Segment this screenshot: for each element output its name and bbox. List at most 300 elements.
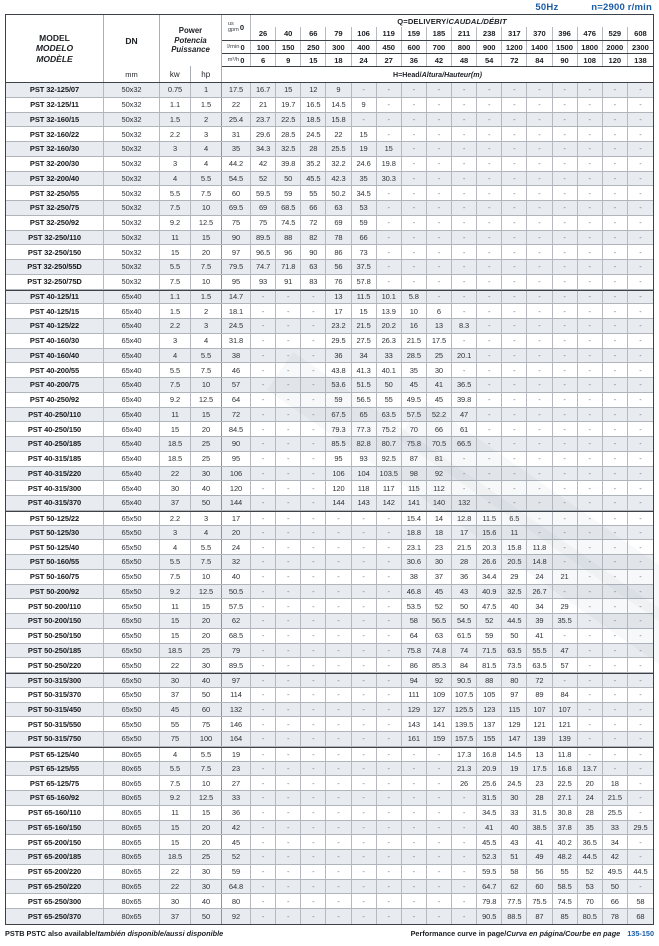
head-cell: 97 bbox=[502, 688, 527, 702]
head-cell: 25.5 bbox=[326, 142, 351, 156]
head-cell: 50 bbox=[502, 629, 527, 643]
head-cell: - bbox=[427, 142, 452, 156]
head-cell: - bbox=[402, 894, 427, 908]
dn-cell: 65x50 bbox=[104, 732, 160, 746]
head-cell: - bbox=[502, 245, 527, 259]
head-cell: 82.8 bbox=[352, 437, 377, 451]
head-cell: - bbox=[377, 748, 402, 761]
head-cell: - bbox=[477, 260, 502, 274]
kw-cell: 7.5 bbox=[160, 201, 191, 215]
dn-cell: 65x40 bbox=[104, 408, 160, 422]
head-cell: - bbox=[352, 909, 377, 924]
head-cell: - bbox=[553, 201, 578, 215]
model-cell: PST 65-125/55 bbox=[6, 762, 104, 776]
head-cell: 92.5 bbox=[377, 452, 402, 466]
dn-cell: 65x40 bbox=[104, 291, 160, 304]
head-cell: 55.5 bbox=[527, 644, 552, 658]
head-cell: - bbox=[352, 776, 377, 790]
dn-cell: 80x65 bbox=[104, 880, 160, 894]
flow-value: 100 bbox=[251, 41, 276, 53]
kw-cell: 15 bbox=[160, 245, 191, 259]
flow-value: 24 bbox=[352, 54, 377, 66]
head-cell: - bbox=[427, 791, 452, 805]
head-cell: - bbox=[377, 688, 402, 702]
head-cell: 93 bbox=[352, 452, 377, 466]
head-cell: - bbox=[603, 540, 628, 554]
head-cell: 34.5 bbox=[352, 186, 377, 200]
head-cell: 34.5 bbox=[477, 806, 502, 820]
head-cell: - bbox=[276, 512, 301, 525]
head-cell: - bbox=[377, 599, 402, 613]
head-cell: 59.5 bbox=[477, 865, 502, 879]
head-cell: 27.1 bbox=[553, 791, 578, 805]
head-cell: 50 bbox=[377, 378, 402, 392]
head-cell: - bbox=[502, 437, 527, 451]
head-cell: - bbox=[477, 275, 502, 289]
head-cell: - bbox=[251, 512, 276, 525]
head-cell: - bbox=[251, 570, 276, 584]
head-cell: - bbox=[477, 408, 502, 422]
head-cell: 64.7 bbox=[477, 880, 502, 894]
kw-cell: 4 bbox=[160, 540, 191, 554]
head-cell: - bbox=[527, 231, 552, 245]
head-at-zero-cell: 75 bbox=[222, 216, 251, 230]
head-at-zero-cell: 80 bbox=[222, 894, 251, 908]
table-row bbox=[6, 585, 653, 600]
head-cell: 68 bbox=[636, 911, 645, 921]
head-cell: 20 bbox=[578, 776, 603, 790]
hp-cell: 40 bbox=[191, 894, 222, 908]
head-cell: 55 bbox=[377, 393, 402, 407]
head-cell: - bbox=[578, 688, 603, 702]
head-cell: - bbox=[603, 717, 628, 731]
head-cell: - bbox=[301, 614, 326, 628]
head-cell: - bbox=[352, 83, 377, 97]
l-min-unit-label: l/min bbox=[227, 44, 240, 50]
hp-cell: 30 bbox=[191, 658, 222, 672]
head-cell: - bbox=[639, 350, 642, 360]
hp-unit-label: hp bbox=[201, 69, 211, 79]
head-cell: - bbox=[427, 245, 452, 259]
head-cell: - bbox=[301, 363, 326, 377]
head-cell: 76 bbox=[326, 275, 351, 289]
head-cell: 24 bbox=[578, 791, 603, 805]
flow-value: 400 bbox=[352, 41, 377, 53]
head-cell: - bbox=[527, 363, 552, 377]
model-cell: PST 50-200/92 bbox=[6, 585, 104, 599]
head-cell: - bbox=[502, 452, 527, 466]
head-cell: - bbox=[276, 850, 301, 864]
head-at-zero-cell: 120 bbox=[222, 481, 251, 495]
head-cell: - bbox=[427, 821, 452, 835]
model-cell: PST 32-200/30 bbox=[6, 157, 104, 171]
head-cell: 81 bbox=[427, 452, 452, 466]
head-cell: - bbox=[553, 98, 578, 112]
head-cell: - bbox=[251, 599, 276, 613]
head-cell: - bbox=[603, 172, 628, 186]
kw-cell: 3 bbox=[160, 526, 191, 540]
head-cell: - bbox=[352, 821, 377, 835]
head-cell: 95 bbox=[326, 452, 351, 466]
head-cell: 21 bbox=[251, 98, 276, 112]
head-cell: - bbox=[301, 319, 326, 333]
flow-value: 317 bbox=[502, 27, 527, 40]
head-cell: 15 bbox=[352, 304, 377, 318]
head-cell: - bbox=[578, 201, 603, 215]
head-cell: 13 bbox=[326, 291, 351, 304]
head-cell: - bbox=[553, 157, 578, 171]
head-cell: 16.8 bbox=[477, 748, 502, 761]
head-cell: - bbox=[301, 865, 326, 879]
flow-value: 108 bbox=[578, 54, 603, 66]
head-cell: - bbox=[527, 304, 552, 318]
dn-cell: 50x32 bbox=[104, 201, 160, 215]
head-cell: - bbox=[639, 409, 642, 419]
head-cell: - bbox=[452, 304, 477, 318]
head-cell: 31.5 bbox=[477, 791, 502, 805]
head-cell: - bbox=[251, 585, 276, 599]
head-cell: - bbox=[251, 806, 276, 820]
head-cell: 23.7 bbox=[251, 113, 276, 127]
head-cell: 63.5 bbox=[377, 408, 402, 422]
head-cell: 18 bbox=[427, 526, 452, 540]
head-cell: - bbox=[301, 334, 326, 348]
head-at-zero-cell: 95 bbox=[222, 275, 251, 289]
head-cell: - bbox=[603, 113, 628, 127]
table-row bbox=[6, 850, 653, 865]
head-cell: 41 bbox=[477, 821, 502, 835]
head-cell: - bbox=[578, 467, 603, 481]
head-cell: 143 bbox=[352, 496, 377, 510]
head-cell: 34 bbox=[352, 349, 377, 363]
head-cell: - bbox=[603, 127, 628, 141]
head-cell: - bbox=[553, 83, 578, 97]
head-cell: 87 bbox=[527, 909, 552, 924]
head-cell: - bbox=[578, 585, 603, 599]
hp-cell: 4 bbox=[191, 526, 222, 540]
kw-cell: 3 bbox=[160, 157, 191, 171]
head-cell: - bbox=[639, 749, 642, 759]
head-cell: - bbox=[578, 216, 603, 230]
head-cell: 25.5 bbox=[603, 806, 628, 820]
head-cell: 71.5 bbox=[477, 644, 502, 658]
hp-cell: 7.5 bbox=[191, 363, 222, 377]
hp-cell: 50 bbox=[191, 496, 222, 510]
head-cell: - bbox=[301, 408, 326, 422]
dn-cell: 65x40 bbox=[104, 319, 160, 333]
head-cell: 142 bbox=[377, 496, 402, 510]
dn-cell: 65x50 bbox=[104, 703, 160, 717]
head-cell: 90.5 bbox=[452, 674, 477, 687]
head-cell: 74.5 bbox=[276, 216, 301, 230]
kw-cell: 30 bbox=[160, 894, 191, 908]
performance-curve-note: Performance curve in page/Curva en página/Courbe en page 135-150 bbox=[410, 929, 654, 938]
head-cell: 89 bbox=[527, 688, 552, 702]
head-at-zero-cell: 68.5 bbox=[222, 629, 251, 643]
flow-value: 900 bbox=[477, 41, 502, 53]
head-cell: - bbox=[301, 393, 326, 407]
model-cell: PST 65-250/370 bbox=[6, 909, 104, 924]
table-row bbox=[6, 245, 653, 260]
head-cell: - bbox=[427, 113, 452, 127]
head-at-zero-cell: 42 bbox=[222, 821, 251, 835]
head-cell: - bbox=[578, 304, 603, 318]
head-cell: - bbox=[326, 748, 351, 761]
head-cell: - bbox=[427, 835, 452, 849]
kw-cell: 7.5 bbox=[160, 776, 191, 790]
dn-cell: 50x32 bbox=[104, 157, 160, 171]
head-cell: - bbox=[527, 437, 552, 451]
head-cell: - bbox=[639, 232, 642, 242]
head-cell: - bbox=[527, 422, 552, 436]
head-cell: - bbox=[251, 703, 276, 717]
head-cell: - bbox=[639, 542, 642, 552]
table-row bbox=[6, 231, 653, 246]
head-at-zero-cell: 52 bbox=[222, 850, 251, 864]
hp-cell: 10 bbox=[191, 275, 222, 289]
head-cell: 29 bbox=[502, 570, 527, 584]
head-cell: - bbox=[527, 201, 552, 215]
head-cell: - bbox=[276, 658, 301, 672]
kw-cell: 9.2 bbox=[160, 216, 191, 230]
dn-cell: 80x65 bbox=[104, 909, 160, 924]
head-cell: 52 bbox=[427, 599, 452, 613]
flow-value: 72 bbox=[502, 54, 527, 66]
flow-value: 120 bbox=[603, 54, 628, 66]
kw-cell: 15 bbox=[160, 821, 191, 835]
head-cell: 59 bbox=[326, 393, 351, 407]
head-cell: - bbox=[553, 304, 578, 318]
head-cell: - bbox=[502, 496, 527, 510]
head-cell: 88 bbox=[477, 674, 502, 687]
head-cell: - bbox=[377, 186, 402, 200]
head-cell: 14.8 bbox=[527, 555, 552, 569]
m3-h-row bbox=[222, 54, 653, 67]
hp-cell: 40 bbox=[191, 674, 222, 687]
head-cell: - bbox=[251, 850, 276, 864]
head-cell: - bbox=[553, 319, 578, 333]
head-cell: - bbox=[639, 454, 642, 464]
table-row bbox=[6, 334, 653, 349]
head-cell: - bbox=[578, 658, 603, 672]
model-cell: PST 65-200/220 bbox=[6, 865, 104, 879]
head-cell: 55 bbox=[553, 865, 578, 879]
head-cell: - bbox=[578, 570, 603, 584]
head-cell: - bbox=[578, 172, 603, 186]
head-cell: - bbox=[427, 865, 452, 879]
head-cell: - bbox=[553, 674, 578, 687]
head-cell: - bbox=[377, 216, 402, 230]
head-cell: - bbox=[326, 791, 351, 805]
kw-cell: 5.5 bbox=[160, 762, 191, 776]
head-cell: - bbox=[553, 408, 578, 422]
head-cell: - bbox=[477, 437, 502, 451]
head-cell: 52 bbox=[251, 172, 276, 186]
kw-cell: 9.2 bbox=[160, 585, 191, 599]
head-cell: 16 bbox=[402, 319, 427, 333]
head-cell: 45 bbox=[402, 378, 427, 392]
head-cell: - bbox=[251, 393, 276, 407]
head-cell: - bbox=[639, 262, 642, 272]
head-cell: - bbox=[639, 690, 642, 700]
table-row bbox=[6, 452, 653, 467]
head-cell: - bbox=[578, 83, 603, 97]
head-cell: 19.8 bbox=[377, 157, 402, 171]
head-cell: 36 bbox=[326, 349, 351, 363]
head-cell: - bbox=[301, 304, 326, 318]
head-cell: - bbox=[276, 334, 301, 348]
model-cell: PST 40-315/300 bbox=[6, 481, 104, 495]
head-cell: 40 bbox=[502, 821, 527, 835]
hp-cell: 50 bbox=[191, 688, 222, 702]
head-cell: 18.5 bbox=[301, 113, 326, 127]
head-cell: - bbox=[402, 113, 427, 127]
table-row bbox=[6, 98, 653, 113]
head-cell: - bbox=[301, 481, 326, 495]
head-cell: - bbox=[502, 408, 527, 422]
head-cell: - bbox=[527, 467, 552, 481]
head-cell: 16.7 bbox=[251, 83, 276, 97]
head-cell: - bbox=[553, 127, 578, 141]
model-cell: PST 50-315/750 bbox=[6, 732, 104, 746]
head-cell: - bbox=[502, 157, 527, 171]
hp-cell: 7.5 bbox=[191, 555, 222, 569]
table-row bbox=[6, 408, 653, 423]
hp-cell: 75 bbox=[191, 717, 222, 731]
head-cell: - bbox=[639, 439, 642, 449]
flow-value: 370 bbox=[527, 27, 552, 40]
kw-cell: 2.2 bbox=[160, 127, 191, 141]
model-cell: PST 50-160/75 bbox=[6, 570, 104, 584]
head-cell: 81.5 bbox=[477, 658, 502, 672]
head-cell: 117 bbox=[377, 481, 402, 495]
head-cell: - bbox=[578, 422, 603, 436]
head-cell: - bbox=[326, 570, 351, 584]
head-cell: 11.8 bbox=[553, 748, 578, 761]
table-row bbox=[6, 157, 653, 172]
head-cell: - bbox=[639, 380, 642, 390]
head-cell: 20.1 bbox=[452, 349, 477, 363]
head-cell: 24.5 bbox=[502, 776, 527, 790]
hp-cell: 40 bbox=[191, 481, 222, 495]
head-cell: 16.5 bbox=[301, 98, 326, 112]
head-cell: 84 bbox=[452, 658, 477, 672]
head-cell: - bbox=[352, 880, 377, 894]
head-cell: 161 bbox=[402, 732, 427, 746]
hp-cell: 30 bbox=[191, 880, 222, 894]
head-cell: - bbox=[639, 675, 642, 685]
head-cell: - bbox=[326, 865, 351, 879]
model-cell: PST 50-200/110 bbox=[6, 599, 104, 613]
dn-cell: 65x40 bbox=[104, 304, 160, 318]
head-cell: 43 bbox=[502, 835, 527, 849]
dn-cell: 65x50 bbox=[104, 540, 160, 554]
head-cell: 17 bbox=[326, 304, 351, 318]
head-cell: 74.7 bbox=[251, 260, 276, 274]
head-cell: 37.8 bbox=[553, 821, 578, 835]
head-cell: - bbox=[301, 717, 326, 731]
head-cell: - bbox=[251, 452, 276, 466]
head-cell: - bbox=[352, 762, 377, 776]
head-cell: - bbox=[527, 260, 552, 274]
head-cell: 70.5 bbox=[427, 437, 452, 451]
head-cell: - bbox=[326, 644, 351, 658]
model-cell: PST 50-250/185 bbox=[6, 644, 104, 658]
head-at-zero-cell: 64 bbox=[222, 393, 251, 407]
head-at-zero-cell: 36 bbox=[222, 806, 251, 820]
head-cell: 23.2 bbox=[326, 319, 351, 333]
table-row bbox=[6, 821, 653, 836]
table-row bbox=[6, 658, 653, 673]
head-cell: 89.5 bbox=[251, 231, 276, 245]
table-row bbox=[6, 378, 653, 393]
head-cell: - bbox=[603, 142, 628, 156]
model-cell: PST 50-315/300 bbox=[6, 674, 104, 687]
head-at-zero-cell: 92 bbox=[222, 909, 251, 924]
head-cell: - bbox=[452, 172, 477, 186]
head-cell: 40 bbox=[502, 599, 527, 613]
head-cell: - bbox=[251, 762, 276, 776]
kw-cell: 3 bbox=[160, 142, 191, 156]
hp-cell: 25 bbox=[191, 644, 222, 658]
head-cell: - bbox=[377, 909, 402, 924]
head-cell: - bbox=[276, 422, 301, 436]
head-cell: - bbox=[402, 231, 427, 245]
head-cell: 28.5 bbox=[276, 127, 301, 141]
head-cell: - bbox=[427, 201, 452, 215]
head-cell: - bbox=[477, 245, 502, 259]
head-cell: 75.8 bbox=[402, 644, 427, 658]
l-min-zero: 0 bbox=[240, 42, 245, 52]
head-cell: - bbox=[639, 616, 642, 626]
head-cell: 85 bbox=[553, 909, 578, 924]
head-cell: 11.5 bbox=[477, 512, 502, 525]
head-cell: 32.5 bbox=[502, 585, 527, 599]
head-cell: - bbox=[352, 835, 377, 849]
head-cell: - bbox=[553, 142, 578, 156]
head-cell: - bbox=[377, 850, 402, 864]
model-cell: PST 50-315/450 bbox=[6, 703, 104, 717]
head-cell: - bbox=[603, 186, 628, 200]
head-cell: 48.2 bbox=[553, 850, 578, 864]
head-cell: 41 bbox=[527, 629, 552, 643]
head-cell: - bbox=[377, 894, 402, 908]
head-cell: - bbox=[553, 231, 578, 245]
table-row bbox=[6, 703, 653, 718]
flow-value: 15 bbox=[301, 54, 326, 66]
table-row bbox=[6, 806, 653, 821]
head-cell: - bbox=[603, 570, 628, 584]
head-cell: 6 bbox=[427, 304, 452, 318]
head-cell: - bbox=[452, 909, 477, 924]
head-cell: 70 bbox=[578, 894, 603, 908]
head-cell: - bbox=[477, 231, 502, 245]
head-cell: - bbox=[578, 732, 603, 746]
head-cell: - bbox=[276, 555, 301, 569]
head-cell: - bbox=[276, 614, 301, 628]
head-cell: 74 bbox=[452, 644, 477, 658]
head-cell: - bbox=[603, 644, 628, 658]
hp-cell: 4 bbox=[191, 334, 222, 348]
table-row bbox=[6, 349, 653, 364]
head-cell: - bbox=[276, 791, 301, 805]
head-cell: 83 bbox=[301, 275, 326, 289]
head-cell: 31.5 bbox=[527, 806, 552, 820]
head-cell: 57.5 bbox=[402, 408, 427, 422]
head-cell: 29.5 bbox=[633, 822, 648, 832]
head-cell: 66 bbox=[603, 894, 628, 908]
head-cell: 85.5 bbox=[326, 437, 351, 451]
